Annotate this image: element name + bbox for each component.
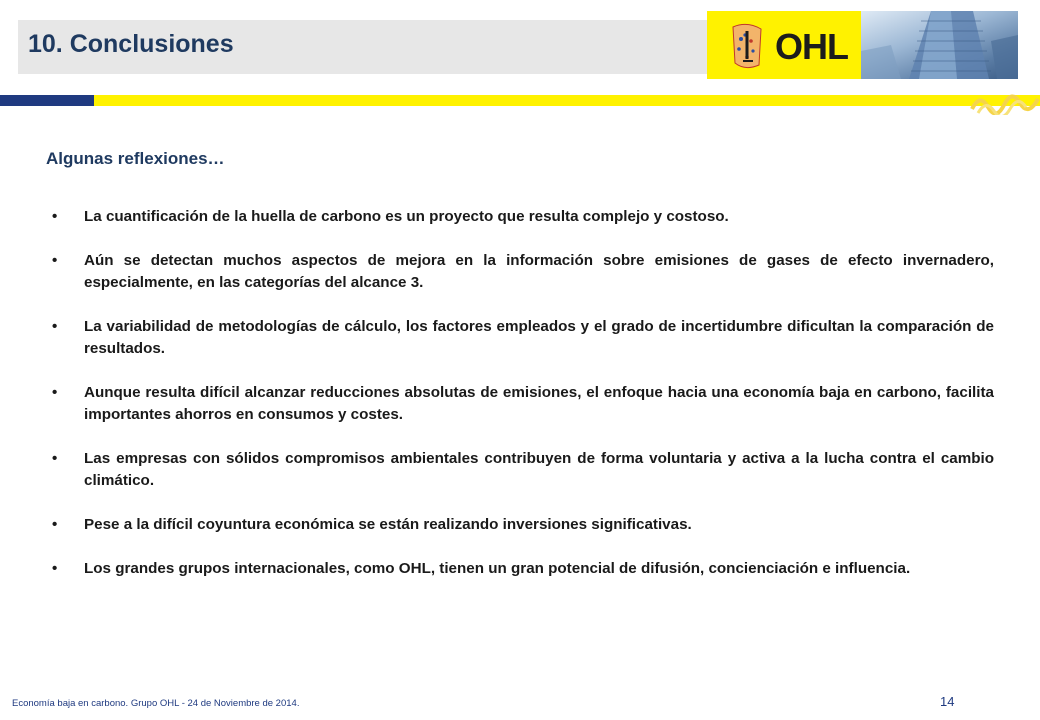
list-item [52, 206, 994, 228]
bullet-dot-icon: • [52, 384, 58, 401]
title-bar [18, 20, 708, 74]
bullet-dot-icon: • [52, 318, 58, 335]
header-stripe-yellow [94, 95, 1040, 106]
bullet-text: Pese a la difícil coyuntura económica se están realizando inversiones significativas. [84, 516, 692, 533]
logo-card [723, 21, 859, 71]
bullet-dot-icon: • [52, 560, 58, 577]
bullet-text: La cuantificación de la huella de carbono es un proyecto que resulta complejo y costoso. [84, 208, 729, 225]
bullet-text: Los grandes grupos internacionales, como OHL, tienen un gran potencial de difusión, concienciación e influencia. [84, 560, 911, 577]
list-item [52, 250, 994, 294]
logo-wordmark: OHL [775, 26, 848, 67]
bullet-text: Las empresas con sólidos compromisos ambientales contribuyen de forma voluntaria y activa a la lucha contra el cambio climático. [84, 450, 994, 489]
list-item [52, 514, 994, 536]
page-title: 10. Conclusiones [28, 30, 234, 58]
mask-logo-icon [723, 21, 771, 71]
bullet-list [52, 206, 994, 602]
wave-ornament-icon [968, 89, 1040, 115]
building-photo [861, 11, 1018, 79]
page-number: 14 [940, 694, 955, 709]
skyscraper-image-icon [861, 11, 1018, 79]
bullet-text: Aunque resulta difícil alcanzar reducciones absolutas de emisiones, el enfoque hacia una economía baja en carbono, facilita importantes ahorros en consumos y costes. [84, 384, 994, 423]
header-stripe-blue [0, 95, 94, 106]
bullet-dot-icon: • [52, 516, 58, 533]
bullet-text: Aún se detectan muchos aspectos de mejora en la información sobre emisiones de gases de efecto invernadero, especialmente, en las categorías del alcance 3. [84, 252, 994, 291]
bullet-dot-icon: • [52, 450, 58, 467]
list-item [52, 558, 994, 580]
list-item [52, 382, 994, 426]
list-item [52, 448, 994, 492]
list-item [52, 316, 994, 360]
bullet-dot-icon: • [52, 208, 58, 225]
footer-text: Economía baja en carbono. Grupo OHL - 24 de Noviembre de 2014. [12, 698, 300, 709]
bullet-dot-icon: • [52, 252, 58, 269]
ohl-logo [707, 11, 861, 79]
bullet-text: La variabilidad de metodologías de cálculo, los factores empleados y el grado de incertidumbre dificultan la comparación de resultados. [84, 318, 994, 357]
section-heading: Algunas reflexiones… [46, 149, 225, 168]
